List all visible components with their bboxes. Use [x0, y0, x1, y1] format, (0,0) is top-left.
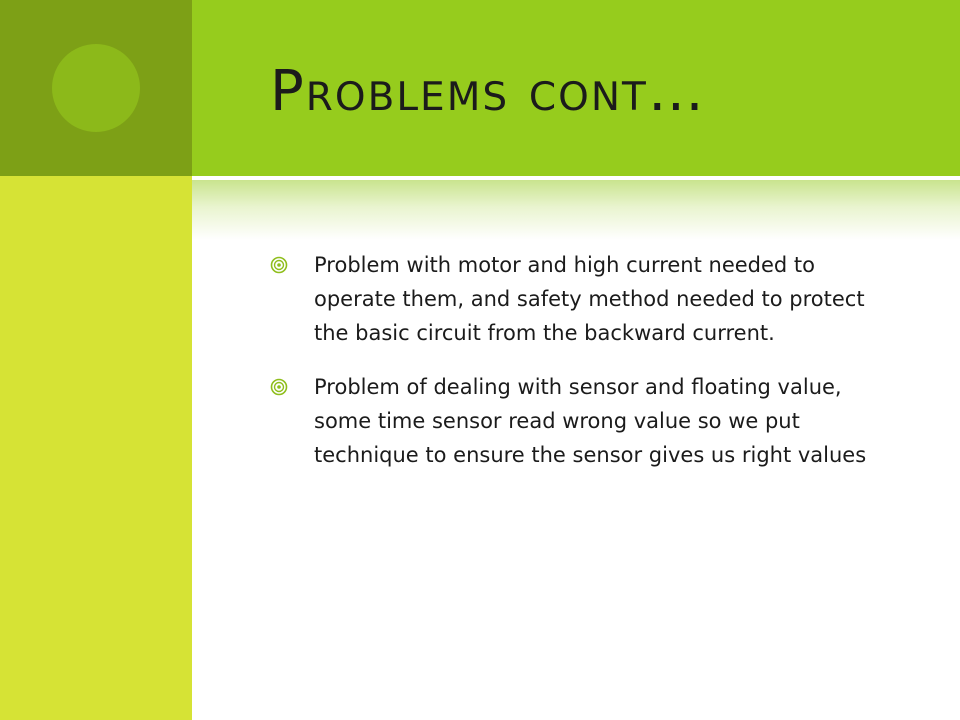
concentric-circle-bullet-icon	[270, 378, 288, 396]
slide-title: Problems cont…	[270, 59, 706, 124]
bullet-item	[270, 248, 900, 350]
concentric-circle-bullet-icon	[270, 256, 288, 274]
bullet-list	[270, 248, 900, 492]
bullet-text: Problem of dealing with sensor and floating value, some time sensor read wrong value so we put technique to ensure the sensor gives us right values	[314, 375, 867, 467]
banner-gradient	[192, 180, 960, 240]
bullet-item	[270, 370, 900, 472]
bullet-text: Problem with motor and high current needed to operate them, and safety method needed to protect the basic circuit from the backward current.	[314, 253, 865, 345]
left-top-panel	[0, 0, 192, 176]
decorative-circle	[52, 44, 140, 132]
left-sidebar-band	[0, 176, 192, 720]
